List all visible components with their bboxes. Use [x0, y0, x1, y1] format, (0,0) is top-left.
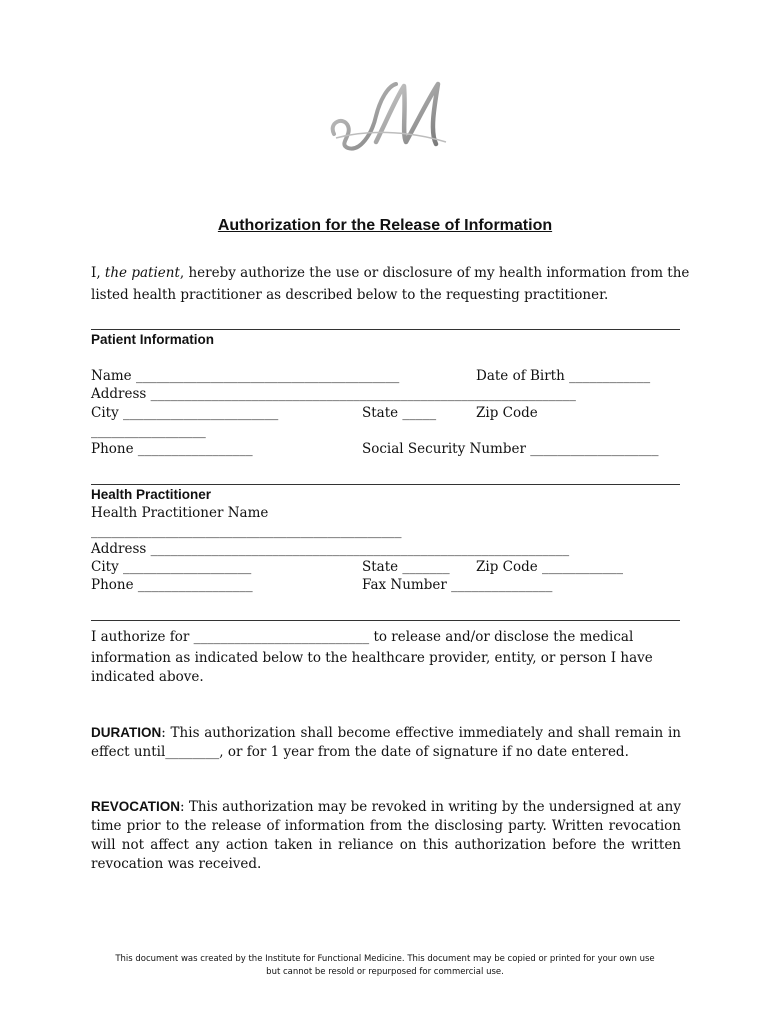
- revocation-text: : This authorization may be revoked in writing by the undersigned at any time prior to the release of information from the disclosing party. Written revocation will not affect any action taken in reliance on this authorization before the written revocation was received.: [91, 799, 681, 872]
- footer-line-1: This document was created by the Institute for Functional Medicine. This document may be copied or printed for your own use: [115, 954, 655, 964]
- authorize-for-line[interactable]: I authorize for __________________________ to release and/or disclose the medical: [91, 629, 634, 645]
- section-divider: [91, 484, 680, 485]
- sm-monogram-icon: [326, 72, 456, 162]
- intro-paragraph: [91, 262, 691, 306]
- section-divider: [91, 329, 680, 330]
- duration-text: : This authorization shall become effective immediately and shall remain in effect until________, or for 1 year from the date of signature if no date entered.: [91, 725, 681, 760]
- practitioner-address-field[interactable]: Address ______________________________________________________________: [91, 541, 570, 557]
- patient-zip-label: Zip Code: [476, 405, 538, 421]
- footer-line-2: but cannot be resold or repurposed for commercial use.: [266, 967, 504, 977]
- authorize-paragraph: information as indicated below to the healthcare provider, entity, or person I have indicated above.: [91, 650, 653, 685]
- footer-note: [60, 953, 710, 979]
- patient-ssn-field[interactable]: Social Security Number ___________________: [362, 441, 659, 457]
- practitioner-name-field[interactable]: ______________________________________________: [91, 523, 402, 539]
- practitioner-heading: Health Practitioner: [91, 487, 212, 502]
- practitioner-fax-field[interactable]: Fax Number _______________: [362, 577, 553, 593]
- section-divider: [91, 620, 680, 621]
- intro-patient-italic: the patient: [104, 265, 180, 281]
- patient-zip-field[interactable]: _________________: [91, 423, 206, 439]
- patient-dob-field[interactable]: Date of Birth ____________: [476, 368, 651, 384]
- revocation-paragraph: [91, 797, 681, 874]
- intro-prefix: I,: [91, 265, 105, 281]
- practitioner-zip-field[interactable]: Zip Code ____________: [476, 559, 624, 575]
- duration-paragraph: [91, 723, 681, 762]
- revocation-label: REVOCATION: [91, 799, 181, 814]
- duration-label: DURATION: [91, 725, 162, 740]
- patient-phone-field[interactable]: Phone _________________: [91, 441, 253, 457]
- practitioner-name-label: Health Practitioner Name: [91, 505, 269, 521]
- practitioner-state-field[interactable]: State _______: [362, 559, 450, 575]
- patient-name-field[interactable]: Name _______________________________________: [91, 368, 400, 384]
- practitioner-phone-field[interactable]: Phone _________________: [91, 577, 253, 593]
- patient-info-heading: Patient Information: [91, 332, 215, 347]
- patient-city-field[interactable]: City _______________________: [91, 405, 279, 421]
- intro-rest: , hereby authorize the use or disclosure of my health information from the listed health practitioner as described below to the requesting practitioner.: [91, 265, 690, 303]
- patient-address-field[interactable]: Address _______________________________________________________________: [91, 386, 576, 402]
- practitioner-city-field[interactable]: City ___________________: [91, 559, 252, 575]
- patient-state-field[interactable]: State _____: [362, 405, 437, 421]
- page-title: Authorization for the Release of Information: [217, 217, 553, 234]
